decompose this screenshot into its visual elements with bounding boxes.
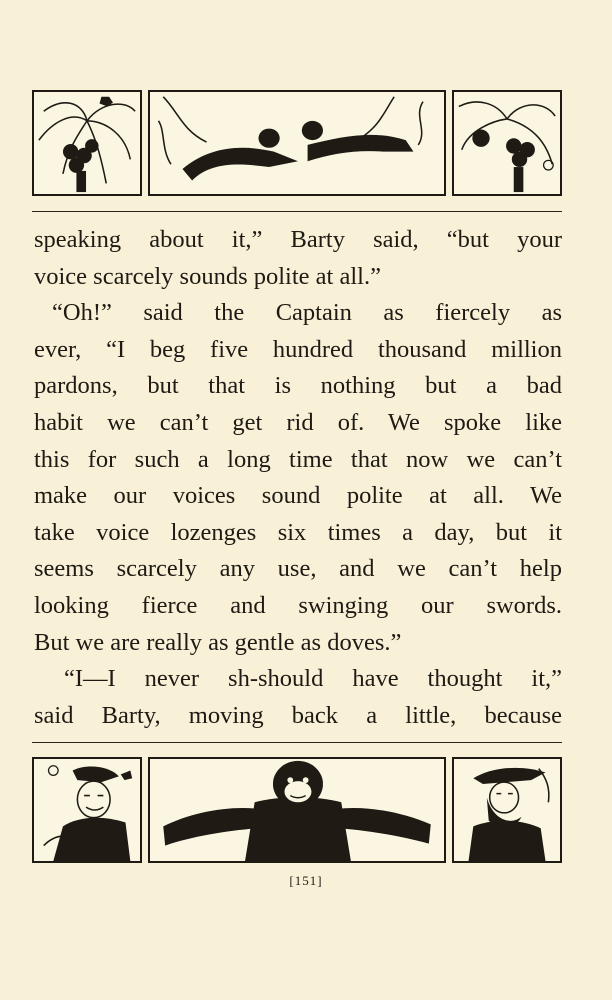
pirate-captain-icon	[34, 759, 140, 861]
text-line: speaking about it,” Barty said, “but your	[34, 226, 562, 253]
body-text	[34, 222, 562, 734]
text-line: said Barty, moving back a little, because	[34, 701, 562, 729]
text-line: take voice lozenges six times a day, but it	[34, 518, 562, 546]
gorilla-panel	[148, 757, 446, 863]
palm-tree-left-panel	[32, 90, 142, 196]
text-line: seems scarcely any use, and we can’t help	[34, 555, 562, 583]
swinging-monkeys-icon	[150, 92, 444, 194]
gorilla-icon	[150, 759, 444, 861]
page-number: [151]	[289, 873, 323, 888]
palm-tree-monkey-icon	[34, 92, 140, 194]
text-line: make our voices sound polite at all. We	[34, 482, 562, 510]
palm-tree-monkey-icon	[454, 92, 560, 194]
bearded-pirate-icon	[454, 759, 560, 861]
bearded-pirate-panel	[452, 757, 562, 863]
text-line: “I—I never sh-should have thought it,”	[64, 665, 562, 693]
text-line: But we are really as gentle as doves.”	[34, 628, 402, 656]
text-line: looking fierce and swinging our swords.	[34, 591, 562, 619]
text-line: pardons, but that is nothing but a bad	[34, 372, 562, 400]
swinging-monkeys-panel	[148, 90, 446, 196]
pirate-captain-panel	[32, 757, 142, 863]
text-line: ever, “I beg five hundred thousand million	[34, 335, 562, 363]
text-line: “Oh!” said the Captain as fiercely as	[52, 299, 562, 327]
bottom-divider-rule	[32, 742, 562, 743]
text-line: habit we can’t get rid of. We spoke like	[34, 408, 562, 436]
palm-tree-right-panel	[452, 90, 562, 196]
text-line: this for such a long time that now we can’t	[34, 445, 562, 473]
footer-illustration-band	[32, 757, 562, 863]
text-line: voice scarcely sounds polite at all.”	[34, 262, 381, 290]
header-illustration-band	[32, 90, 562, 196]
top-divider-rule	[32, 211, 562, 212]
